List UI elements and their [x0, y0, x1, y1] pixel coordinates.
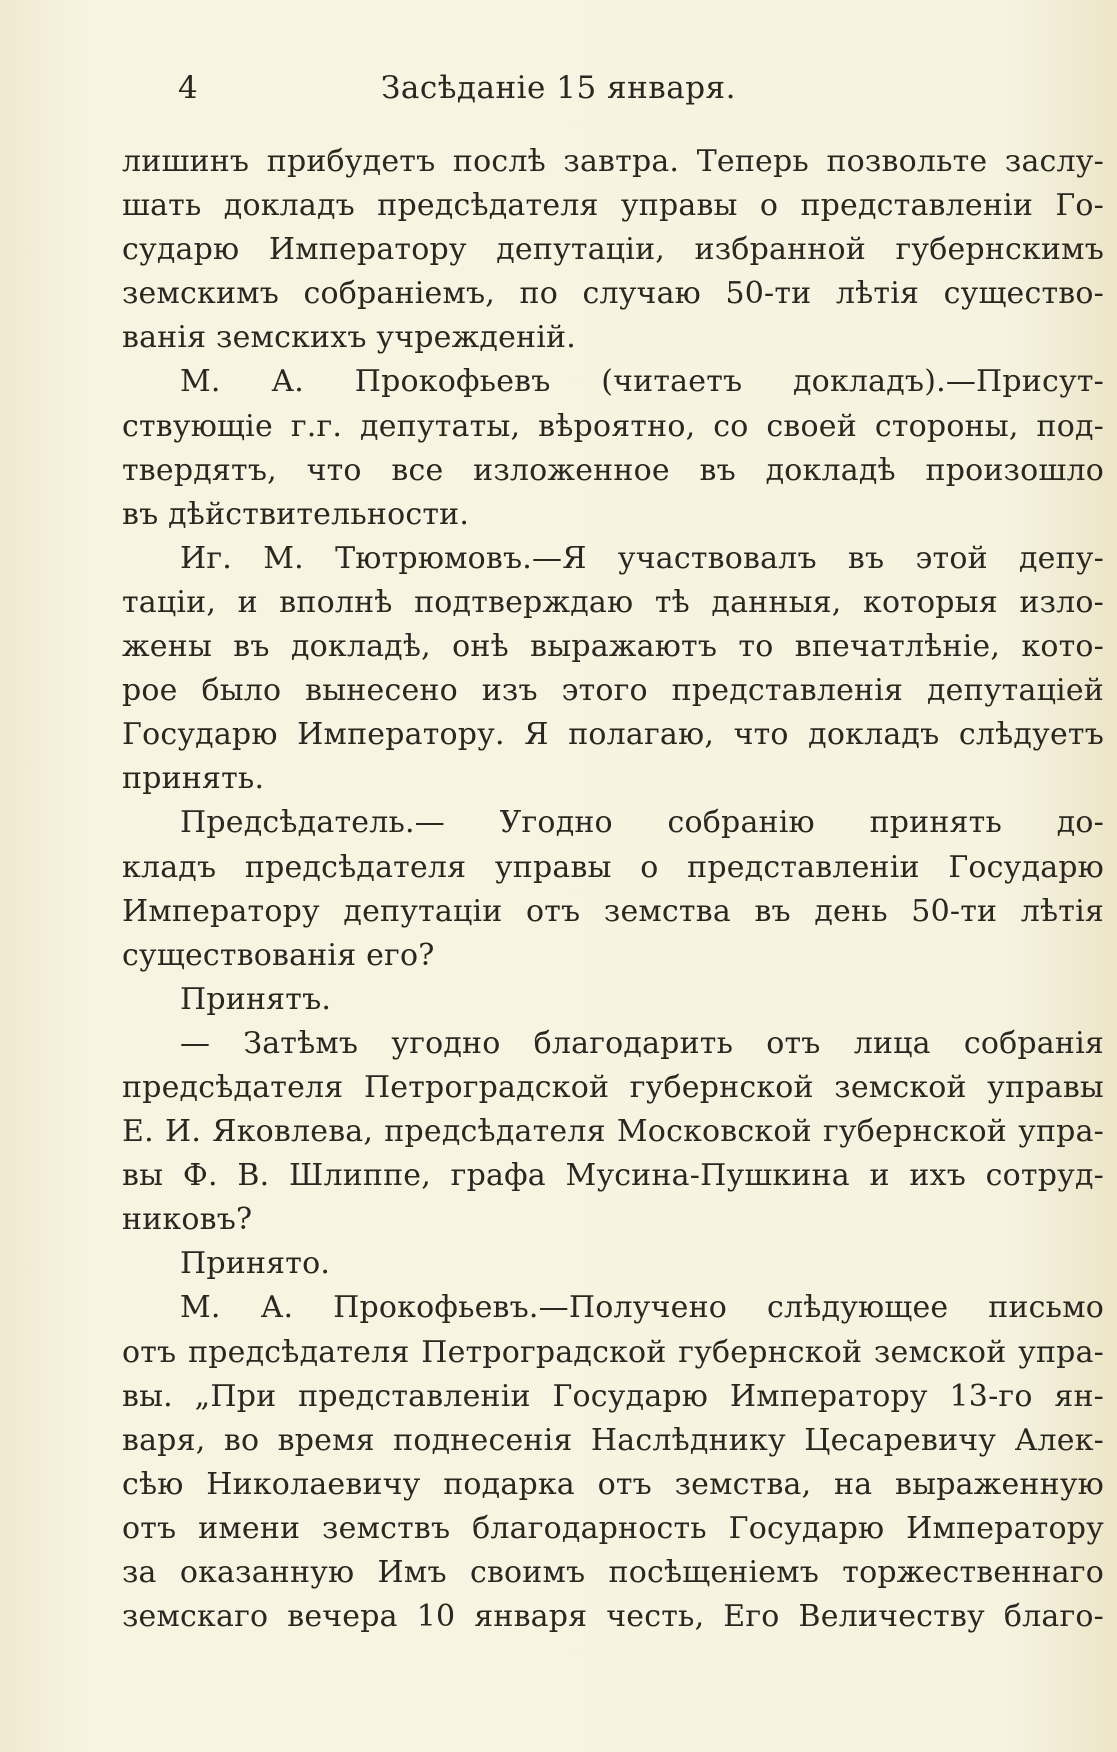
text-line: таціи, и вполнѣ подтверждаю тѣ данныя, которыя изло-	[122, 584, 1104, 620]
text-line: Государю Императору. Я полагаю, что докладъ слѣдуетъ	[122, 717, 1104, 753]
text-line: въ дѣйствительности.	[122, 496, 470, 532]
page-header	[0, 70, 1117, 120]
text-line: М. А. Прокофьевъ.—Получено слѣдующее письмо	[180, 1290, 1104, 1326]
text-line: шать докладъ предсѣдателя управы о представленіи Го-	[122, 188, 1104, 224]
text-line: за оказанную Имъ своимъ посѣщеніемъ торжественнаго	[122, 1555, 1104, 1590]
text-line: принять.	[122, 761, 265, 797]
running-title: Засѣданіе 15 января.	[381, 70, 736, 106]
text-line: кладъ предсѣдателя управы о представленіи Государю	[122, 849, 1104, 885]
text-line: жены въ докладѣ, онѣ выражаютъ то впечатлѣніе, кото-	[122, 629, 1104, 665]
page-number: 4	[178, 70, 198, 106]
text-line: ванія земскихъ учрежденій.	[122, 320, 576, 356]
text-line: Принятъ.	[180, 981, 332, 1017]
text-line: Е. И. Яковлева, предсѣдателя Московской губернской упра-	[122, 1114, 1104, 1150]
text-line: никовъ?	[122, 1202, 253, 1238]
text-line: земскаго вечера 10 января честь, Его Величеству благо-	[122, 1599, 1104, 1635]
text-line: М. А. Прокофьевъ (читаетъ докладъ).—Присут-	[180, 364, 1104, 400]
text-line: ствующіе г.г. депутаты, вѣроятно, со своей стороны, под-	[122, 408, 1104, 444]
text-line: сѣю Николаевичу подарка отъ земства, на выраженную	[122, 1466, 1104, 1502]
text-line: Принято.	[180, 1246, 331, 1282]
text-line: вы. „При представленіи Государю Императору 13-го ян-	[122, 1378, 1104, 1414]
text-line: — Затѣмъ угодно благодарить отъ лица собранія	[180, 1025, 1104, 1061]
text-line: Императору депутаціи отъ земства въ день 50-ти лѣтія	[122, 893, 1104, 929]
text-line: лишинъ прибудетъ послѣ завтра. Теперь позвольте заслу-	[122, 144, 1104, 179]
text-line: твердятъ, что все изложенное въ докладѣ произошло	[122, 452, 1104, 488]
text-line: сударю Императору депутаціи, избранной губернскимъ	[122, 232, 1104, 268]
text-line: варя, во время поднесенія Наслѣднику Цесаревичу Алек-	[122, 1422, 1104, 1458]
text-line: вы Ф. В. Шлиппе, графа Мусина-Пушкина и ихъ сотруд-	[122, 1158, 1104, 1194]
text-line: отъ предсѣдателя Петроградской губернской земской упра-	[122, 1334, 1104, 1370]
text-line: земскимъ собраніемъ, по случаю 50-ти лѣтія существо-	[122, 276, 1104, 312]
text-line: отъ имени земствъ благодарность Государю Императору	[122, 1510, 1104, 1546]
text-line: Иг. М. Тютрюмовъ.—Я участвовалъ въ этой депу-	[180, 540, 1104, 576]
text-line: Предсѣдатель.— Угодно собранію принять до-	[180, 805, 1104, 841]
text-body	[122, 140, 1104, 1639]
text-line: существованія его?	[122, 937, 435, 973]
text-line: рое было вынесено изъ этого представленія депутаціей	[122, 673, 1104, 709]
text-line: предсѣдателя Петроградской губернской земской управы	[122, 1069, 1104, 1105]
